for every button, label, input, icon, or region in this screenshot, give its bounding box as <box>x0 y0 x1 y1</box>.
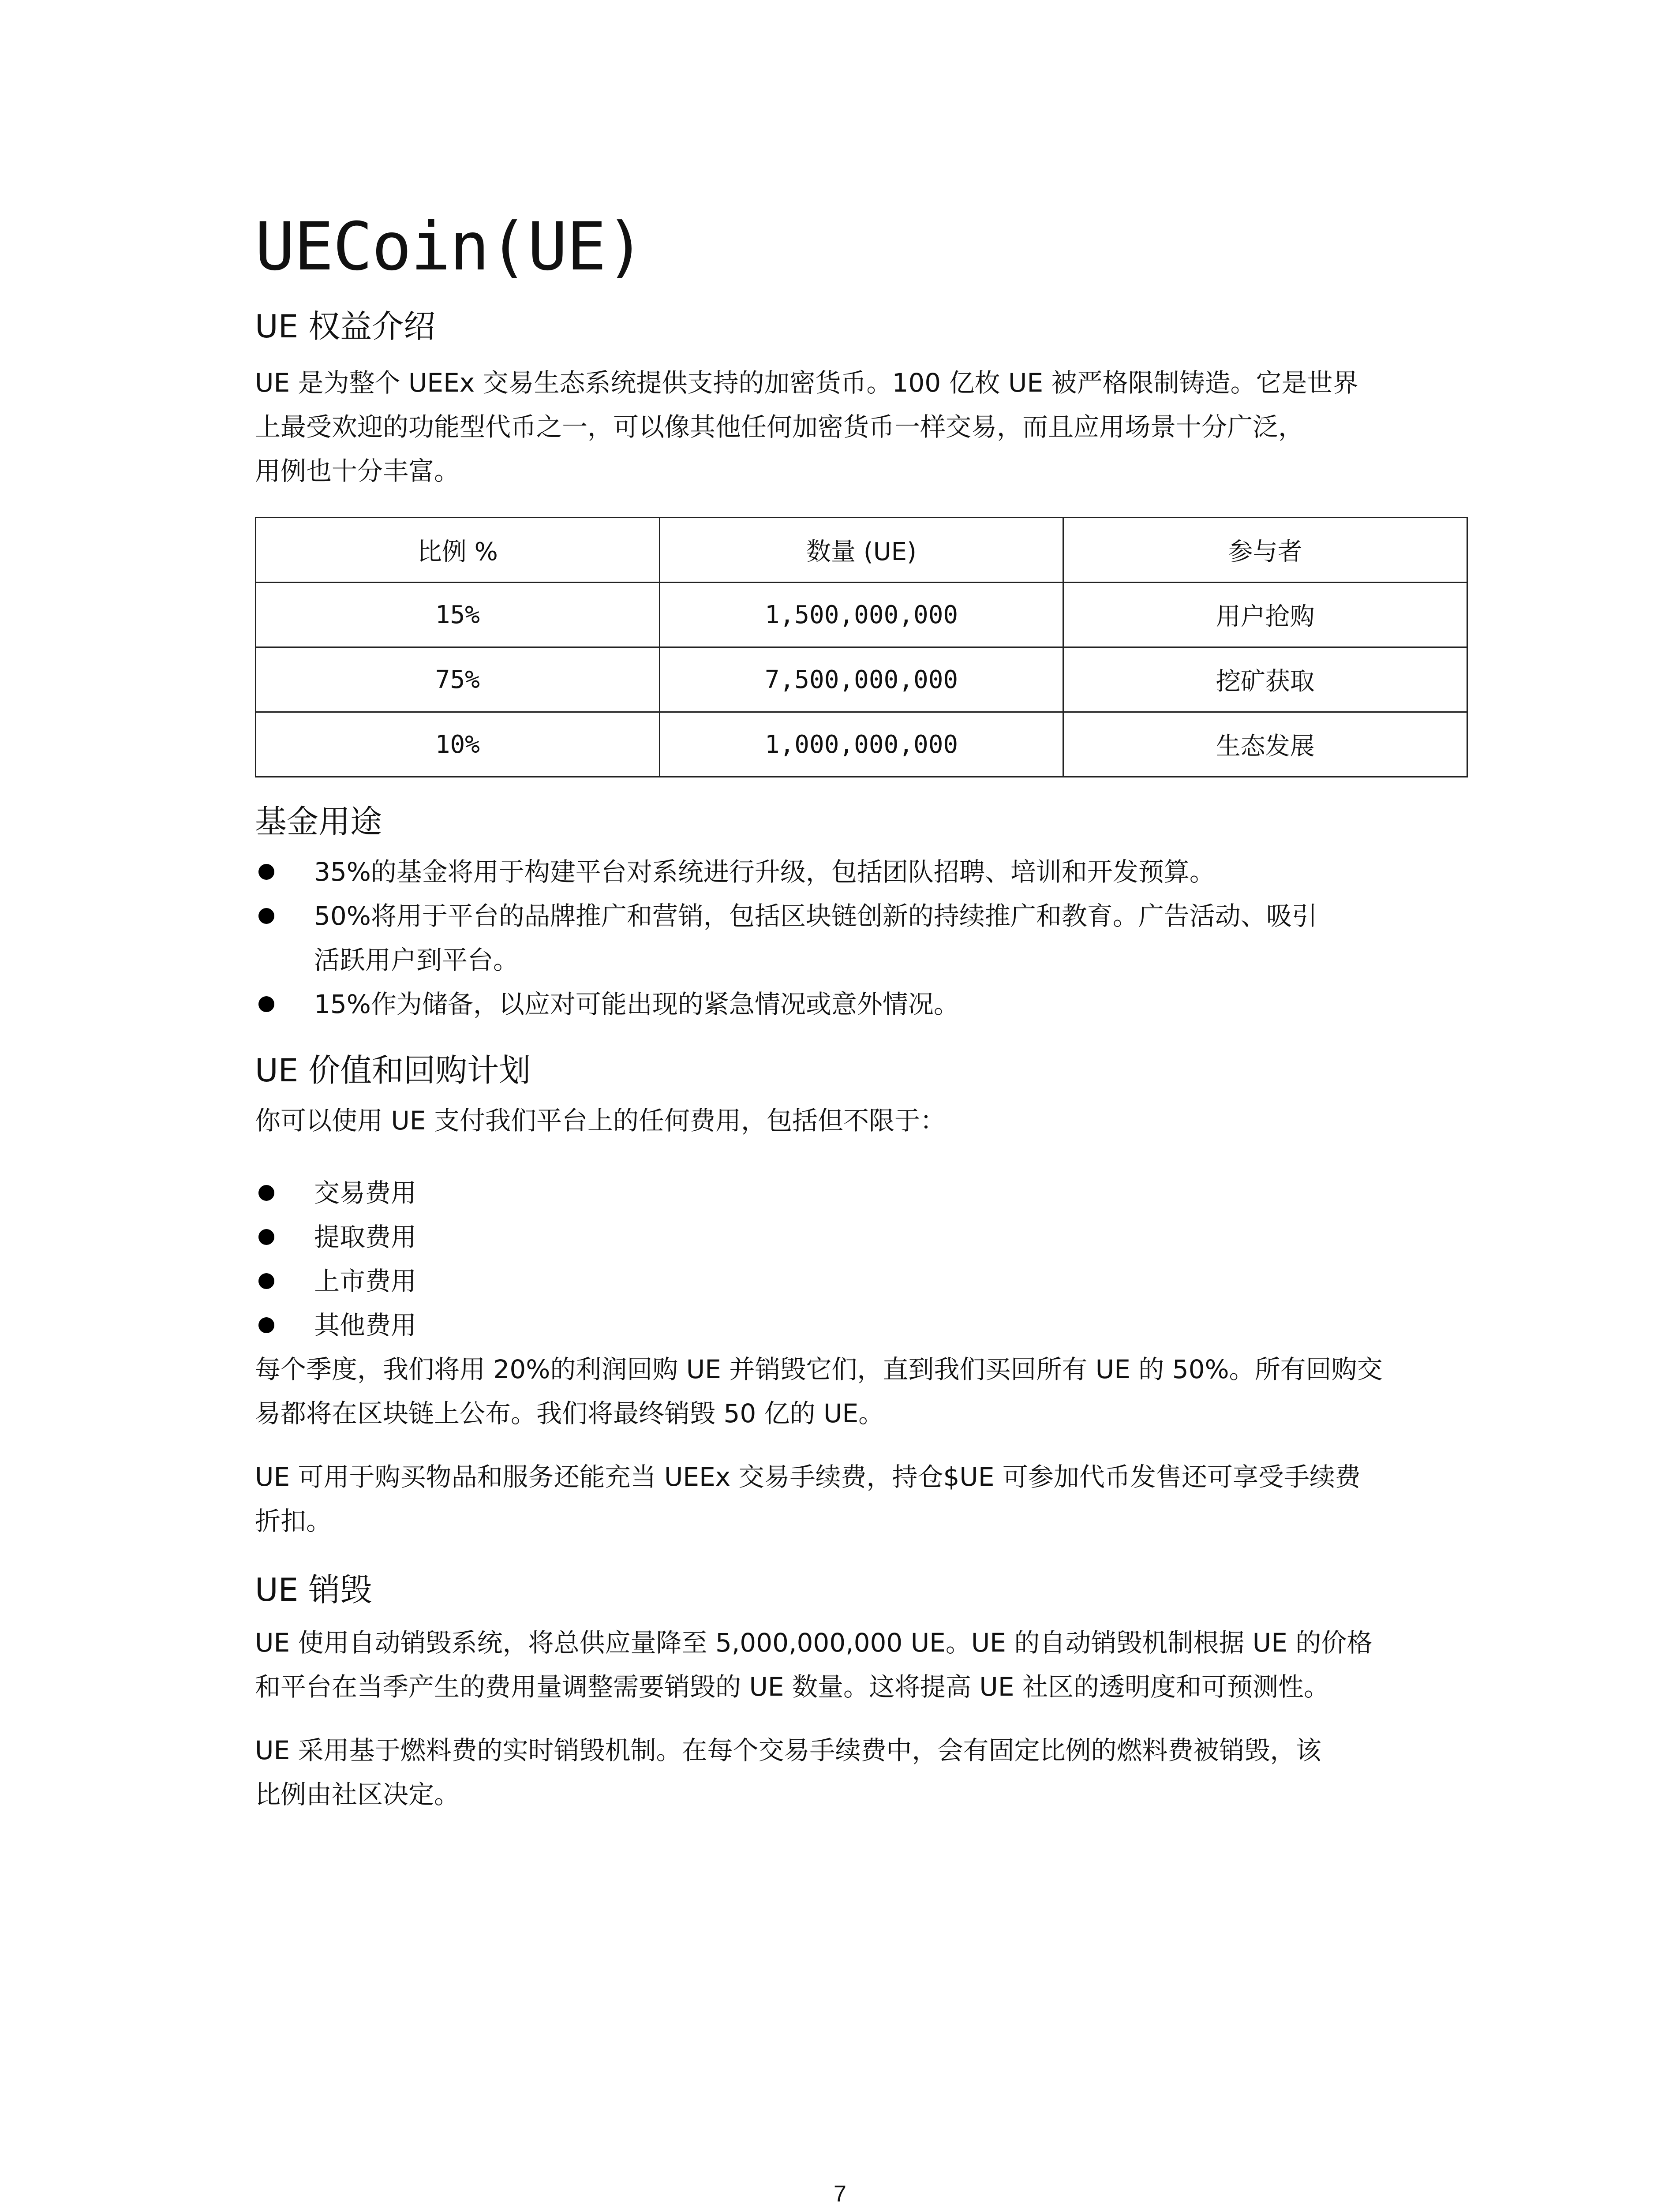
list-item <box>255 850 1468 894</box>
buyback-intro: 你可以使用 UE 支付我们平台上的任何费用，包括但不限于： <box>255 1106 946 1136</box>
table-header-participant: 参与者 <box>1063 518 1467 583</box>
table-row <box>256 583 1467 647</box>
list-item-text: 35%的基金将用于构建平台对系统进行升级，包括团队招聘、培训和开发预算。 <box>314 857 1215 887</box>
fee-list <box>255 1171 1468 1347</box>
section-heading-fund-usage: 基金用途 <box>255 803 382 840</box>
paragraph-line: 和平台在当季产生的费用量调整需要销毁的 UE 数量。这将提高 UE 社区的透明度和可预测性。 <box>255 1672 1329 1702</box>
page-title: UECoin(UE) <box>255 209 645 285</box>
page-number: 7 <box>834 2181 846 2205</box>
list-item <box>255 1303 1468 1347</box>
bullet-icon <box>258 864 274 880</box>
paragraph-line: UE 使用自动销毁系统，将总供应量降至 5,000,000,000 UE。UE 的自动销毁机制根据 UE 的价格 <box>255 1628 1373 1658</box>
burn-paragraph-1 <box>255 1621 1468 1709</box>
section-heading-buyback: UE 价值和回购计划 <box>255 1052 531 1089</box>
list-item-text: 50%将用于平台的品牌推广和营销，包括区块链创新的持续推广和教育。广告活动、吸引 <box>314 901 1317 931</box>
list-item-text: 交易费用 <box>314 1178 417 1208</box>
paragraph-line: UE 是为整个 UEEx 交易生态系统提供支持的加密货币。100 亿枚 UE 被严格限制铸造。它是世界 <box>255 368 1358 398</box>
paragraph-line: 每个季度，我们将用 20%的利润回购 UE 并销毁它们，直到我们买回所有 UE 的 50%。所有回购交 <box>255 1354 1383 1384</box>
rights-paragraph <box>255 361 1468 493</box>
fund-usage-list <box>255 850 1468 1026</box>
list-item-text: 上市费用 <box>314 1266 417 1296</box>
page-content <box>255 207 1468 1816</box>
table-cell-amount: 1,000,000,000 <box>659 712 1063 777</box>
paragraph-line: 上最受欢迎的功能型代币之一，可以像其他任何加密货币一样交易，而且应用场景十分广泛， <box>255 412 1304 442</box>
list-item <box>255 894 1468 982</box>
paragraph-line: 易都将在区块链上公布。我们将最终销毁 50 亿的 UE。 <box>255 1398 884 1428</box>
section-heading-rights: UE 权益介绍 <box>255 308 436 345</box>
table-cell-ratio: 10% <box>256 712 660 777</box>
list-item-text: 15%作为储备，以应对可能出现的紧急情况或意外情况。 <box>314 989 959 1019</box>
table-cell-amount: 7,500,000,000 <box>659 647 1063 712</box>
table-cell-ratio: 75% <box>256 647 660 712</box>
bullet-icon <box>258 1317 274 1333</box>
table-row <box>256 647 1467 712</box>
table-header-amount: 数量 (UE) <box>659 518 1063 583</box>
burn-paragraph-2 <box>255 1728 1468 1816</box>
paragraph-line: 用例也十分丰富。 <box>255 456 460 486</box>
section-heading-burn: UE 销毁 <box>255 1571 372 1608</box>
bullet-icon <box>258 996 274 1012</box>
paragraph-line: UE 可用于购买物品和服务还能充当 UEEx 交易手续费，持仓$UE 可参加代币发售还可享受手续费 <box>255 1462 1361 1492</box>
table-cell-participant: 生态发展 <box>1063 712 1467 777</box>
list-item-text: 其他费用 <box>314 1310 417 1340</box>
bullet-icon <box>258 908 274 924</box>
list-item <box>255 1171 1468 1215</box>
paragraph-line: UE 采用基于燃料费的实时销毁机制。在每个交易手续费中，会有固定比例的燃料费被销毁，该 <box>255 1735 1321 1765</box>
table-cell-ratio: 15% <box>256 583 660 647</box>
list-item-text: 活跃用户到平台。 <box>314 945 519 975</box>
list-item-text: 提取费用 <box>314 1222 417 1252</box>
table-cell-participant: 用户抢购 <box>1063 583 1467 647</box>
list-item <box>255 1215 1468 1259</box>
table-header-ratio: 比例 % <box>256 518 660 583</box>
table-row <box>256 712 1467 777</box>
allocation-table <box>255 517 1468 777</box>
buyback-paragraph <box>255 1347 1468 1435</box>
bullet-icon <box>258 1185 274 1201</box>
table-cell-amount: 1,500,000,000 <box>659 583 1063 647</box>
bullet-icon <box>258 1229 274 1245</box>
list-item <box>255 982 1468 1026</box>
usage-paragraph <box>255 1455 1468 1543</box>
paragraph-line: 折扣。 <box>255 1506 332 1536</box>
table-cell-participant: 挖矿获取 <box>1063 647 1467 712</box>
list-item <box>255 1259 1468 1303</box>
bullet-icon <box>258 1273 274 1289</box>
paragraph-line: 比例由社区决定。 <box>255 1779 460 1809</box>
table-header-row <box>256 518 1467 583</box>
